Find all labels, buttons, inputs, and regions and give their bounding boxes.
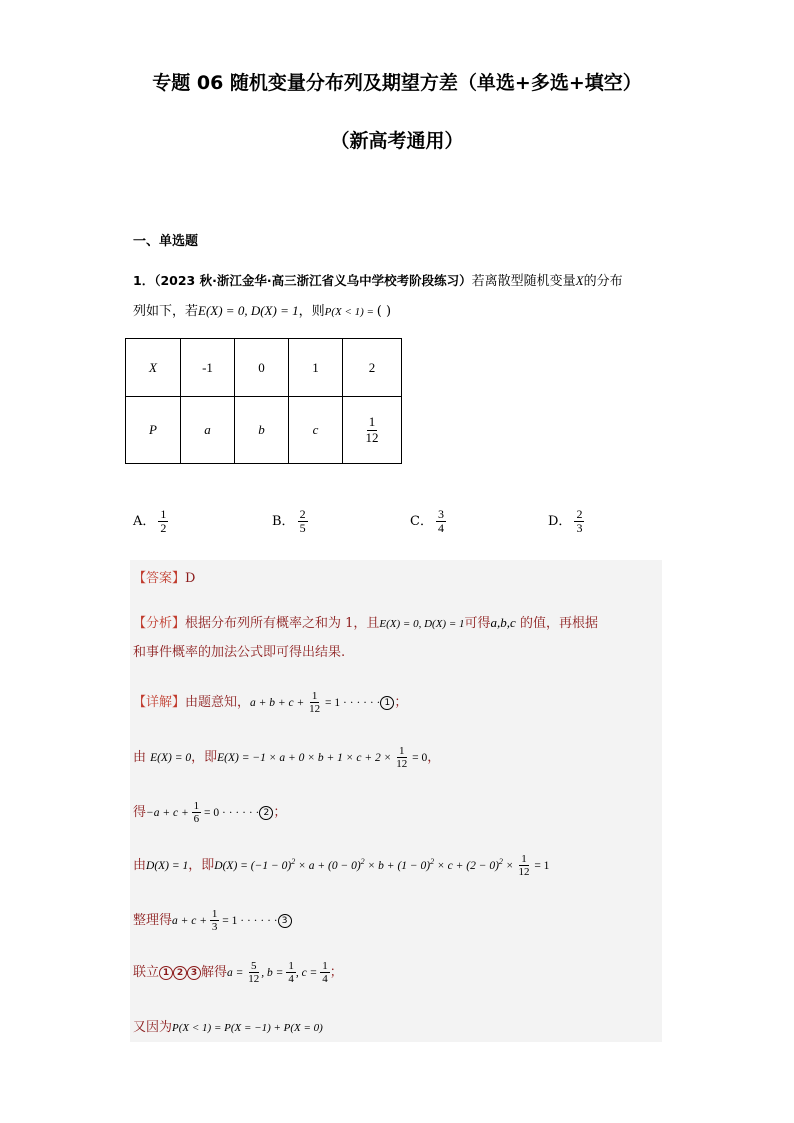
detail-text: ，即 bbox=[191, 750, 218, 766]
denominator: 4 bbox=[437, 521, 444, 536]
circled-number: 3 bbox=[187, 966, 201, 980]
math-var: X bbox=[575, 273, 584, 288]
fraction bbox=[298, 508, 308, 535]
fraction bbox=[436, 508, 446, 535]
detail-text: 联立 bbox=[133, 965, 160, 981]
detail-text: 得 bbox=[133, 805, 147, 821]
math-expr: = 0 · · · · · · bbox=[201, 807, 260, 820]
math-condition: E(X) = 0, D(X) = 1 bbox=[379, 618, 465, 630]
circled-number: 2 bbox=[173, 966, 187, 980]
math-expr: a = bbox=[227, 967, 247, 980]
numerator: 1 bbox=[160, 507, 167, 521]
fraction bbox=[246, 960, 261, 985]
denominator: 4 bbox=[288, 973, 294, 986]
option-a[interactable] bbox=[133, 508, 168, 535]
option-label: B． bbox=[272, 514, 295, 530]
option-c[interactable] bbox=[410, 508, 446, 535]
detail-line-7 bbox=[133, 1016, 323, 1035]
table-cell: -1 bbox=[181, 339, 235, 397]
math-expr: = 1 bbox=[531, 860, 550, 873]
fraction bbox=[192, 800, 202, 825]
numerator: 5 bbox=[251, 960, 257, 972]
math-expr: E(X) = −1 × a + 0 × b + 1 × c + 2 × bbox=[217, 752, 395, 765]
analysis-tag: 【分析】 bbox=[133, 616, 186, 631]
table-cell: b bbox=[235, 397, 289, 464]
question-text: 的分布 bbox=[583, 274, 623, 289]
detail-line-6 bbox=[133, 960, 343, 985]
fraction bbox=[394, 745, 409, 770]
circled-number: 1 bbox=[159, 966, 173, 980]
fraction bbox=[286, 960, 296, 985]
fraction bbox=[307, 690, 322, 715]
table-cell: a bbox=[181, 397, 235, 464]
answer-value: D bbox=[185, 571, 196, 586]
doc-title: 专题 06 随机变量分布列及期望方差（单选+多选+填空） bbox=[152, 72, 642, 94]
punct: ； bbox=[329, 965, 343, 981]
detail-text: 由 bbox=[133, 858, 147, 874]
numerator: 3 bbox=[437, 507, 444, 521]
detail-line-5 bbox=[133, 908, 292, 933]
question-text: 列如下，若 bbox=[133, 304, 199, 319]
table-cell: X bbox=[126, 339, 181, 397]
analysis-line-1 bbox=[133, 612, 598, 631]
numerator: 1 bbox=[193, 800, 200, 812]
question-text: ，则 bbox=[298, 304, 325, 319]
analysis-text: 的值，再根据 bbox=[515, 616, 598, 631]
math-vars: a,b,c bbox=[490, 615, 516, 630]
option-d[interactable] bbox=[548, 508, 584, 535]
question-line-2 bbox=[133, 300, 391, 319]
table-cell: c bbox=[289, 397, 343, 464]
math-condition: E(X) = 0, D(X) = 1 bbox=[198, 303, 299, 318]
circled-number: 3 bbox=[278, 914, 292, 928]
math-expr: = 1 · · · · · · bbox=[322, 697, 381, 710]
denominator: 12 bbox=[518, 866, 530, 879]
fraction bbox=[574, 508, 584, 535]
denominator: 4 bbox=[322, 973, 328, 986]
option-label: A． bbox=[133, 514, 156, 530]
detail-text: 解得 bbox=[201, 965, 228, 981]
detail-line-4 bbox=[133, 853, 549, 878]
table-cell: 1 bbox=[289, 339, 343, 397]
denominator: 12 bbox=[365, 429, 379, 445]
denominator: 5 bbox=[299, 521, 306, 536]
option-label: D． bbox=[548, 514, 572, 530]
punct: ， bbox=[427, 750, 441, 766]
detail-line-1 bbox=[133, 690, 407, 715]
detail-line-2 bbox=[133, 745, 440, 770]
detail-text: 由 bbox=[133, 750, 147, 766]
fraction bbox=[516, 853, 531, 878]
option-label: C． bbox=[410, 514, 433, 530]
circled-number: 2 bbox=[259, 806, 273, 820]
detail-tag: 【详解】 bbox=[133, 695, 186, 711]
math-expr: a + b + c + bbox=[250, 697, 308, 710]
math-expr: = 0 bbox=[409, 752, 428, 765]
numerator: 1 bbox=[368, 414, 376, 430]
denominator: 6 bbox=[193, 813, 200, 826]
numerator: 2 bbox=[576, 507, 583, 521]
answer-line bbox=[133, 567, 195, 586]
answer-tag: 【答案】 bbox=[133, 571, 186, 586]
question-text: 若离散型随机变量 bbox=[471, 274, 576, 289]
punct: ； bbox=[273, 805, 287, 821]
distribution-table bbox=[125, 338, 402, 464]
math-expr: D(X) = 1 bbox=[146, 860, 189, 873]
doc-subtitle: （新高考通用） bbox=[330, 130, 464, 152]
math-expr: = 1 · · · · · · bbox=[219, 915, 278, 928]
numerator: 1 bbox=[288, 960, 294, 972]
math-expr: −a + c + bbox=[146, 807, 192, 820]
denominator: 3 bbox=[576, 521, 583, 536]
math-expr: , c = bbox=[295, 967, 321, 980]
analysis-text: 可得 bbox=[464, 616, 491, 631]
option-b[interactable] bbox=[272, 508, 308, 535]
fraction bbox=[158, 508, 168, 535]
numerator: 1 bbox=[521, 853, 527, 865]
numerator: 1 bbox=[322, 960, 328, 972]
circled-number: 1 bbox=[380, 696, 394, 710]
question-number: 1． bbox=[133, 273, 155, 288]
detail-text: ，即 bbox=[188, 858, 215, 874]
denominator: 12 bbox=[309, 703, 321, 716]
math-expr: a + c + bbox=[172, 915, 210, 928]
denominator: 3 bbox=[211, 921, 218, 934]
answer-paren: ( ) bbox=[376, 304, 392, 319]
analysis-line-2: 和事件概率的加法公式即可得出结果. bbox=[133, 645, 346, 660]
detail-line-3 bbox=[133, 800, 286, 825]
denominator: 12 bbox=[396, 758, 408, 771]
fraction bbox=[364, 415, 381, 445]
table-cell bbox=[343, 397, 402, 464]
fraction bbox=[210, 908, 220, 933]
question-source: （2023 秋·浙江金华·高三浙江省义乌中学校考阶段练习） bbox=[154, 273, 472, 288]
math-expr: , b = bbox=[261, 967, 287, 980]
numerator: 1 bbox=[211, 908, 218, 920]
numerator: 2 bbox=[299, 507, 306, 521]
section-heading: 一、单选题 bbox=[133, 234, 199, 249]
punct: ； bbox=[394, 695, 408, 711]
math-expr: E(X) = 0 bbox=[150, 752, 192, 765]
table-cell: 0 bbox=[235, 339, 289, 397]
table-row bbox=[126, 339, 402, 397]
analysis-text: 根据分布列所有概率之和为 1，且 bbox=[185, 616, 380, 631]
denominator: 2 bbox=[160, 521, 167, 536]
table-cell: P bbox=[126, 397, 181, 464]
denominator: 12 bbox=[248, 973, 260, 986]
math-ask: P(X < 1) = bbox=[324, 306, 377, 318]
table-cell: 2 bbox=[343, 339, 402, 397]
detail-text: 由题意知， bbox=[185, 695, 251, 711]
question-line-1 bbox=[133, 270, 623, 289]
math-expr: $D(X) = (-1 - 0)^2 \times a + (0 - 0)^2 \times b + (1 - 0)^2 \times c + (2 - 0)^2$ × bbox=[214, 857, 517, 873]
numerator: 1 bbox=[399, 745, 405, 757]
numerator: 1 bbox=[311, 690, 318, 702]
table-row bbox=[126, 397, 402, 464]
detail-text: 又因为 bbox=[133, 1020, 173, 1035]
math-expr: P(X < 1) = P(X = −1) + P(X = 0) bbox=[172, 1022, 323, 1034]
fraction bbox=[320, 960, 330, 985]
detail-text: 整理得 bbox=[133, 913, 173, 929]
